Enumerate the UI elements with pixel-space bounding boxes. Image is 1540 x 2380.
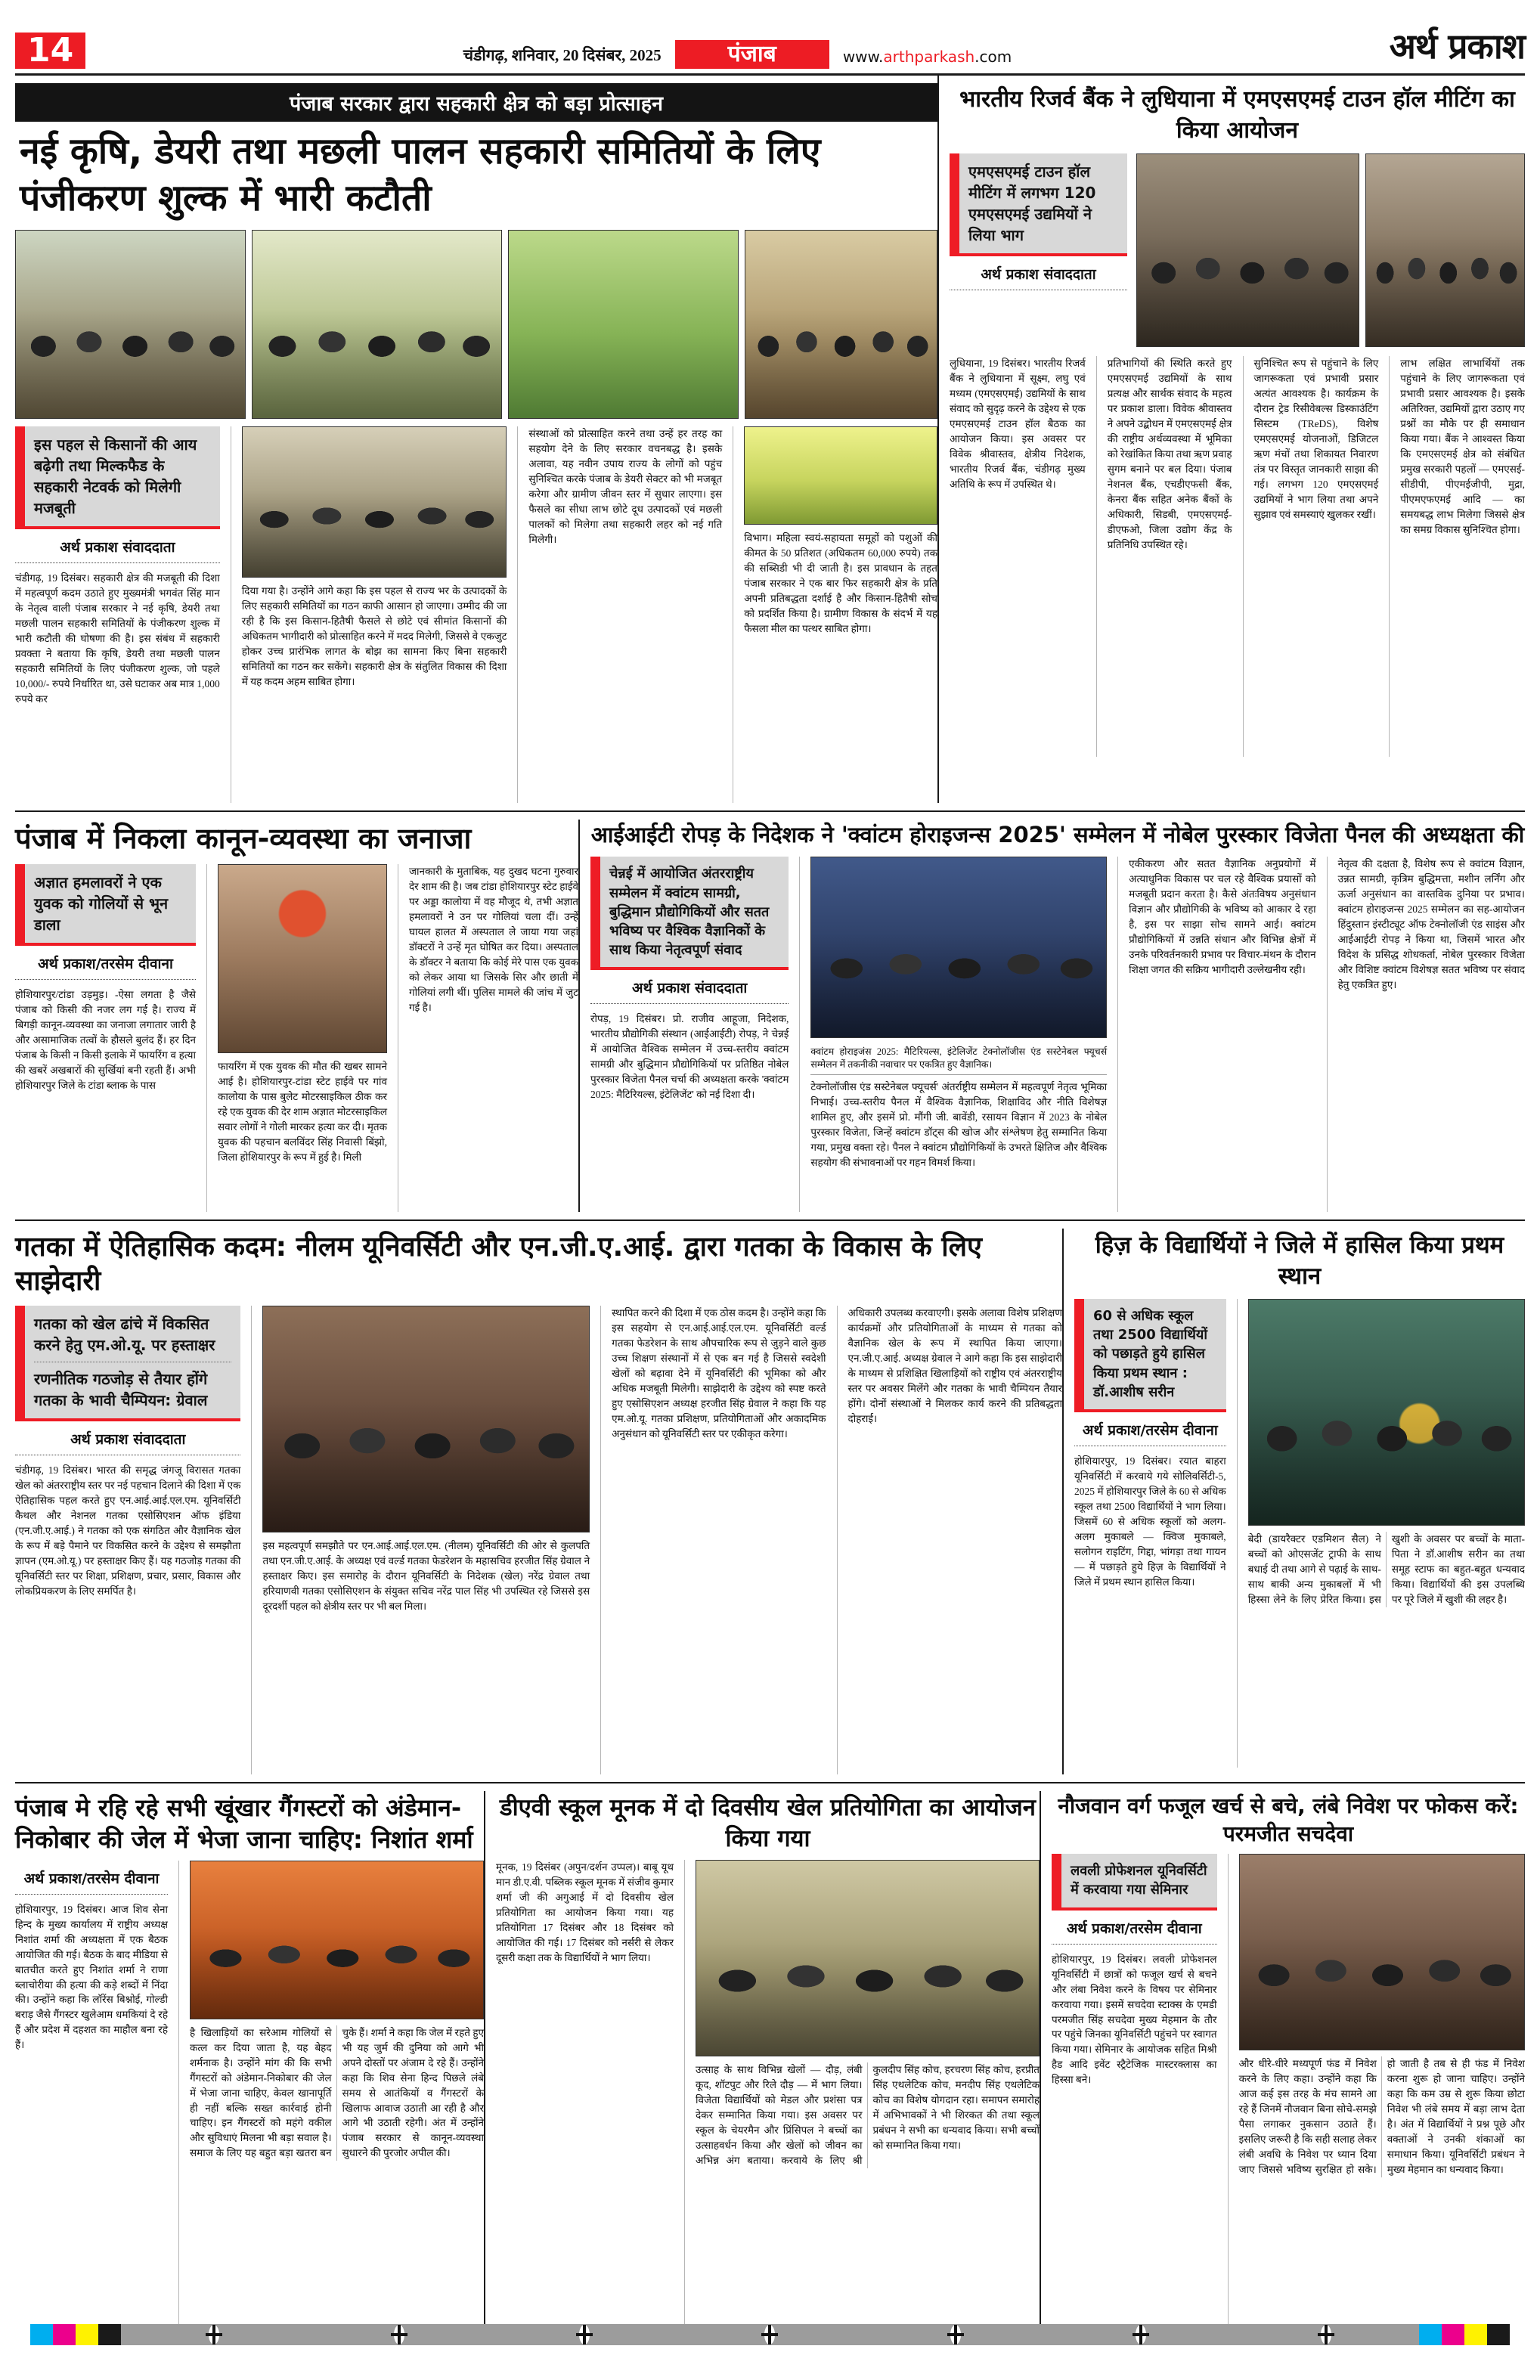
gangster-col1: होशियारपुर, 19 दिसंबर। आज शिव सेना हिन्द के मुख्य कार्यालय में राष्ट्रीय अध्यक्ष निशांत शर्मा की अध्यक्षता में एक बैठक आयोजित की गई। बैठक के बाद मीडिया से बातचीत करते हुए निशांत शर्मा ने राणा ब्लाचोरीया की हत्या की कड़े शब्दों में निंदा की। उन्होंने कहा कि लॉरेंस बिश्नोई, गोल्डी बराड़ जैसे गैंगस्टर खुलेआम धमकियां दे रहे हैं और प्रदेश में दहशत का माहौल बना रहे हैं।	[15, 1903, 168, 2051]
lpu-students-photo	[1239, 1854, 1525, 2050]
gatka-body	[15, 1306, 1062, 1774]
rbi-col3: सुनिश्चित रूप से पहुंचाने के लिए जागरूकता एवं प्रभावी प्रसार अत्यंत आवश्यक है। कार्यक्रम के दौरान ट्रेड रिसीवेबल्स डिस्काउंटिंग सिस्टम (TReDS), विशेष एमएसएमई योजनाओं, डिजिटल ऋण मंचों तथा शिकायत निवारण तंत्र पर विस्तृत जानकारी साझा की गई। लगभग 120 एमएसएमई उद्यमियों ने भाग लिया तथा अपने सुझाव एवं समस्याएं खुलकर रखीं।	[1253, 358, 1379, 520]
dairy-farm-photo	[15, 230, 246, 419]
quantum-col1: रोपड़, 19 दिसंबर। प्रो. राजीव आहूजा, निदेशक, भारतीय प्रौद्योगिकी संस्थान (आईआईटी) रोपड़, ने चेन्नई में आयोजित वैश्विक सम्मेलन में उच्च-स्तरीय क्वांटम सामग्री और बुद्धिमान प्रौद्योगिकियों पर प्रतिष्ठित नोबेल पुरस्कार विजेता पैनल चर्चा की अध्यक्षता करके 'क्वांटम 2025: मैटिरियल्स, इंटेलिजेंट' को नई दिशा दी।	[590, 1013, 789, 1101]
registration-mark	[394, 2325, 404, 2344]
section-name: पंजाब	[675, 40, 829, 69]
coop-photo-strip	[15, 230, 937, 419]
hij-col2: बेदी (डायरैक्टर एडमिशन सैल) ने बच्चों को ओएसजेंट ट्राफी के साथ बधाई दी तथा आगे से पढ़ाई के साथ-साथ बाकी अन्य मुकाबलों में भी हिस्सा लेने के लिए प्रेरित किया। इस खुशी के अवसर पर बच्चों के माता-पिता ने डॉ.आशीष सरीन का तथा समूह स्टाफ का बहुत-बहुत धन्यवाद किया। विद्यार्थियों की इस उपलब्धि पर पूरे जिले में खुशी की लहर है।	[1247, 1533, 1525, 1605]
rbi-byline: अर्थ प्रकाश संवाददाता	[950, 256, 1127, 290]
registration-mark	[950, 2325, 961, 2344]
coop-col2: दिया गया है। उन्होंने आगे कहा कि इस पहल से राज्य भर के उत्पादकों के लिए सहकारी समितियों का गठन काफी आसान हो जाएगा। उम्मीद की जा रही है कि इस किसान-हितैषी फैसले से छोटे एवं सीमांत किसानों की अधिकतम भागीदारी को प्रोत्साहित करने में मदद मिलेगी, जिससे वे एकजुट होकर उच्च प्रारंभिक लागत के बोझ का सामना किए बिना सहकारी समितियों का गठन कर सकेंगे। सहकारी क्षेत्र के संतुलित विकास की दिशा में यह कदम अहम साबित होगा।	[241, 584, 507, 687]
gatka-byline: अर्थ प्रकाश संवाददाता	[15, 1421, 240, 1455]
hij-body	[1074, 1299, 1525, 1768]
newspaper-logo: अर्थ प्रकाश	[1389, 26, 1526, 67]
coop-byline: अर्थ प्रकाश संवाददाता	[15, 529, 220, 563]
yellow-swatch	[76, 2324, 98, 2345]
yellow-swatch	[1464, 2324, 1487, 2345]
rbi-top	[950, 153, 1525, 347]
gatka-box-part2: रणनीतिक गठजोड़ से तैयार होंगे गतका के भावी चैम्पियन: ग्रेवाल	[34, 1362, 231, 1411]
rbi-body	[950, 356, 1525, 757]
magenta-swatch	[53, 2324, 76, 2345]
row-top	[15, 76, 1525, 803]
article-gangster	[15, 1791, 484, 2344]
rbi-col2: प्रतिभागियों की स्थिति करते हुए एमएसएमई उद्यमियों के साथ प्रत्यक्ष और सार्थक संवाद के महत्व पर प्रकाश डाला। विवेक श्रीवास्तव ने अपने उद्बोधन में एमएसएमई क्षेत्र की राष्ट्रीय अर्थव्यवस्था में भूमिका को रेखांकित किया तथा ऋण प्रवाह सुगम बनाने पर बल दिया। पंजाब नेशनल बैंक, एचडीएफसी बैंक, केनरा बैंक सहित अनेक बैंकों के अधिकारी, सिडबी, एमएसएमई-डीएफओ, जिला उद्योग केंद्र के प्रतिनिधि उपस्थित रहे।	[1107, 358, 1232, 550]
cyan-swatch	[30, 2324, 53, 2345]
victim-portrait-photo	[218, 864, 387, 1053]
coop-highlight-box: इस पहल से किसानों की आय बढ़ेगी तथा मिल्कफैड के सहकारी नेटवर्क को मिलेगी मजबूती	[15, 426, 220, 529]
lpu-col1: होशियारपुर, 19 दिसंबर। लवली प्रोफेशनल यूनिवर्सिटी में छात्रों को फजूल खर्च से बचने और लंबा निवेश करने के विषय पर सेमिनार करवाया गया। इसमें सचदेवा स्टाक्स के एमडी परमजीत सिंह सचदेवा मुख्य मेहमान के तौर पर पहुंचे जिनका यूनिवर्सिटी पहुंचने पर स्वागत किया गया। सेमिनार के आयोजक सहित मिश्री हैड आदि इवेंट स्ट्रैटेजिक मास्टरक्लास का हिस्सा बने।	[1052, 1953, 1217, 2086]
mou-signing-photo	[262, 1306, 590, 1532]
lpu-col23	[1239, 2056, 1525, 2177]
gangster-col2: है खिलाड़ियों का सरेआम गोलियों से कत्ल कर दिया जाता है, यह बेहद शर्मनाक है। उन्होंने मांग की कि सभी गैंगस्टरों को अंडेमान-निकोबार की जेल में भेजा जाना चाहिए, केवल खानापूर्ति ही नहीं बल्कि सख्त कार्रवाई होनी चाहिए। इन गैंगस्टरों को महंगे वकील और सुविधाएं मिलना भी बड़ा सवाल है। समाज के लिए यह बहुत बड़ा खतरा बन चुके हैं।	[190, 2026, 369, 2159]
article-lpu	[1040, 1791, 1525, 2344]
farmer-cart-photo	[745, 230, 937, 419]
gangster-headline: पंजाब मे रहि रहे सभी खूंखार गैंगस्टरों को अंडेमान-निकोबार की जेल में भेजा जाना चाहिए: निशांत शर्मा	[15, 1793, 473, 1855]
gangster-col23	[190, 2025, 484, 2162]
print-registration-strip	[30, 2324, 1510, 2345]
tractor-field-photo	[508, 230, 739, 419]
gatka-headline: गतका में ऐतिहासिक कदम: नीलम यूनिवर्सिटी और एन.जी.ए.आई. द्वारा गतका के विकास के लिए साझेदारी	[15, 1232, 982, 1297]
law-col1: होशियारपुर/टांडा उड़मुड़। -ऐसा लगता है जैसे पंजाब को किसी की नजर लग गई है। राज्य में बिगड़ी कानून-व्यवस्था का जनाजा लगातार जारी है और असामाजिक तत्वों के हौसले बुलंद हैं। हर दिन पंजाब के किसी न किसी इलाके में फायरिंग व हत्या की खबरें अखबारों की सुर्खियां बनी रहती हैं। अभी होशियारपुर जिले के टांडा ब्लाक के पास	[15, 989, 196, 1092]
rbi-col1: लुधियाना, 19 दिसंबर। भारतीय रिजर्व बैंक ने लुधियाना में सूक्ष्म, लघु एवं मध्यम (एमएसएमई) उद्यमियों के साथ संवाद को सुदृढ़ करने के उद्देश्य से एक एमएसएमई टाउन हॉल बैठक का आयोजन किया। इस अवसर पर विवेक श्रीवास्तव, क्षेत्रीय निदेशक, भारतीय रिजर्व बैंक, चंडीगढ़ मुख्य अतिथि के रूप में उपस्थित थे।	[950, 358, 1086, 490]
black-swatch	[1487, 2324, 1510, 2345]
coop-headline: नई कृषि, डेयरी तथा मछली पालन सहकारी समितियों के लिए पंजीकरण शुल्क में भारी कटौती	[20, 130, 821, 220]
townhall-group-photo	[1136, 153, 1359, 347]
lpu-col3: हो जाती है तब से ही फंड में निवेश करना शुरू हो जाना चाहिए। उन्होंने कहा कि कम उम्र से शुरू किया छोटा निवेश भी लंबे समय में बड़ा लाभ देता है। अंत में विद्यार्थियों ने प्रश्न पूछे और वक्ताओं ने उनकी शंकाओं का समाधान किया। यूनिवर्सिटी प्रबंधन ने मुख्य मेहमान का धन्यवाद किया।	[1387, 2058, 1525, 2176]
gatka-col4: अधिकारी उपलब्ध करवाएगी। इसके अलावा विशेष प्रशिक्षण कार्यक्रमों और प्रतियोगिताओं के माध्यम से गतका को वैज्ञानिक खेल के रूप में स्थापित किया जाएगा। एन.जी.ए.आई. अध्यक्ष ग्रेवाल ने आगे कहा कि इस साझेदारी के माध्यम से प्रशिक्षित खिलाड़ियों को राष्ट्रीय एवं अंतरराष्ट्रीय स्तर पर अवसर मिलेंगे और गतका के भावी चैम्पियन तैयार होंगे। दोनों संस्थाओं ने मिलकर कार्य करने की प्रतिबद्धता दोहराई।	[847, 1307, 1062, 1425]
row-4	[15, 1791, 1525, 2344]
coop-col1: चंडीगढ़, 19 दिसंबर। सहकारी क्षेत्र की मजबूती की दिशा में महत्वपूर्ण कदम उठाते हुए मुख्यमंत्री भगवंत सिंह मान के नेतृत्व वाली पंजाब सरकार ने नई कृषि, डेयरी तथा मछली पालन सहकारी समितियों के पंजीकरण शुल्क में भारी कटौती की घोषणा की है। इस संबंध में सहकारी प्रवक्ता ने बताया कि कृषि, डेयरी तथा मछली पालन सहकारी समितियों के लिए पंजीकरण शुल्क, जो पहले 10,000/- रुपये निर्धारित था, उसे घटाकर अब मात्र 1,000 रुपये कर	[15, 572, 220, 705]
article-law	[15, 820, 578, 1213]
row-2	[15, 820, 1525, 1213]
lpu-byline: अर्थ प्रकाश/तरसेम दीवाना	[1052, 1911, 1217, 1945]
rbi-highlight-box: एमएसएमई टाउन हॉल मीटिंग में लगभग 120 एमएसएमई उद्यमियों ने लिया भाग	[950, 153, 1127, 256]
law-byline: अर्थ प्रकाश/तरसेम दीवाना	[15, 946, 196, 980]
dav-col2: उत्साह के साथ विभिन्न खेलों — दौड़, लंबी कूद, शॉटपुट और रिले दौड़ — में भाग लिया। विजेता विद्यार्थियों को मेडल और प्रशंसा पत्र देकर सम्मानित किया गया। इस अवसर पर स्कूल के चेयरमैन और प्रिंसिपल ने बच्चों का उत्साहवर्धन किया और खेलों को जीवन का अभिन्न अंग बताया।	[696, 2064, 863, 2166]
dav-col1: मूनक, 19 दिसंबर (अपुन/दर्शन उप्पल)। बाबू यूथ मान डी.ए.वी. पब्लिक स्कूल मूनक में संजीव कुमार शर्मा जी की अगुआई में दो दिवसीय खेल प्रतियोगिता का आयोजन किया गया। यह प्रतियोगिता 17 दिसंबर और 18 दिसंबर को आयोजित की गई। 17 दिसंबर को नर्सरी से लेकर दूसरी कक्षा तक के विद्यार्थियों ने भाग लिया।	[496, 1861, 674, 1963]
hij-byline: अर्थ प्रकाश/तरसेम दीवाना	[1074, 1412, 1226, 1446]
law-col3: जानकारी के मुताबिक, यह दुखद घटना गुरुवार देर शाम की है। जब टांडा होशियारपुर स्टेट हाईवे पर अड्डा कालोया में वह मौजूद थे, तभी अज्ञात हमलावरों ने उन पर गोलियां चला दीं। उन्हें घायल हालत में अस्पताल ले जाया गया जहां डॉक्टरों ने उन्हें मृत घोषित कर दिया। अस्पताल के डॉक्टर ने बताया कि कोई मेरे पास एक युवक को लेकर आया था जिसके सिर और छाती में गोलियां लगी थीं। पुलिस मामले की जांच में जुट गई है।	[409, 866, 578, 1013]
dav-body	[496, 1860, 1040, 2344]
rbi-headline: भारतीय रिजर्व बैंक ने लुधियाना में एमएसएमई टाउन हॉल मीटिंग का किया आयोजन	[959, 86, 1515, 144]
page-number: 14	[15, 33, 85, 69]
quantum-col3: एकीकरण और सतत वैज्ञानिक अनुप्रयोगों में अत्याधुनिक विकास पर चल रहे वैश्विक प्रयासों को मजबूती प्रदान करता है। कैसे अंतःविषय अनुसंधान विज्ञान और प्रौद्योगिकी के भविष्य को आकार दे रहा है, इस पर साझा सोच सामने आई। क्वांटम प्रौद्योगिकियों में उन्नति संधान और विभिन्न क्षेत्रों में उनके परिवर्तनकारी प्रभाव पर विचार-मंथन के दौरान शिक्षा जगत की सक्रिय भागीदारी उल्लेखनीय रही।	[1129, 858, 1316, 976]
panel-photo-caption: क्वांटम होराइजंस 2025: मैटिरियल्स, इंटेलिजेंट टेक्नोलॉजीस एंड सस्टेनेबल फ्यूचर्स सम्मेलन में तकनीकी नवाचार पर एकत्रित हुए वैज्ञानिक।	[810, 1043, 1107, 1075]
article-gatka	[15, 1229, 1062, 1774]
black-swatch	[98, 2324, 121, 2345]
gatka-col3: स्थापित करने की दिशा में एक ठोस कदम है। उन्होंने कहा कि इस सहयोग से एन.आई.आई.एल.एम. यूनिवर्सिटी वर्ल्ड गतका फेडरेशन के साथ औपचारिक रूप से जुड़ने वाले कुछ उच्च शिक्षण संस्थानों में से एक बन गई है जिससे स्वदेशी खेलों को बढ़ावा देने में यूनिवर्सिटी की भूमिका को और अधिक मजबूती मिलेगी। साझेदारी के उद्देश्य को स्पष्ट करते हुए एसोसिएशन अध्यक्ष हरजीत सिंह ग्रेवाल ने कहा कि यह एम.ओ.यू. गतका प्रशिक्षण, प्रतियोगिताओं और अकादमिक अनुसंधान को यूनिवर्सिटी स्तर पर एकीकृत करेगा।	[612, 1307, 826, 1440]
lpu-headline: नौजवान वर्ग फजूल खर्च से बचे, लंबे निवेश पर फोकस करें: परमजीत सचदेवा	[1058, 1793, 1519, 1846]
hij-headline: हिज़ के विद्यार्थियों ने जिले में हासिल किया प्रथम स्थान	[1095, 1232, 1504, 1290]
rbi-col4: लाभ लक्षित लाभार्थियों तक पहुंचाने के लिए जागरूकता एवं प्रभावी प्रसार आवश्यक है। इसके अतिरिक्त, उद्यमियों द्वारा उठाए गए प्रश्नों का मौके पर ही समाधान किया गया। बैंक ने आश्वस्त किया कि एमएसएमई क्षेत्र को संबंधित प्रमुख सरकारी पहलों — एमएसई-सीडीपी, पीएमईजीपी, मुद्रा, पीएमएफएमई आदि — का समयबद्ध लाभ मिलेगा जिससे क्षेत्र का समग्र विकास सुनिश्चित होगा।	[1400, 358, 1525, 535]
url-suffix: .com	[975, 48, 1012, 66]
law-headline: पंजाब में निकला कानून-व्यवस्था का जनाजा	[15, 821, 472, 855]
coop-col4: विभाग। महिला स्वयं-सहायता समूहों को पशुओं की कीमत के 50 प्रतिशत (अधिकतम 60,000 रुपये) तक की सब्सिडी भी दी जाती है। इस प्रावधान के तहत पंजाब सरकार ने एक बार फिर सहकारी क्षेत्र के प्रति अपनी प्रतिबद्धता दर्शाई है और किसान-हितैषी सोच को प्रदर्शित किया है। ग्रामीण विकास के संदर्भ में यह फैसला मील का पत्थर साबित होगा।	[744, 531, 937, 634]
registration-mark	[579, 2325, 590, 2344]
gangster-byline: अर्थ प्रकाश/तरसेम दीवाना	[15, 1861, 168, 1895]
panel-stage-photo	[810, 857, 1107, 1038]
law-body	[15, 864, 578, 1212]
url-brand: arthparkash	[883, 48, 975, 66]
gangster-body	[15, 1861, 484, 2344]
dav-headline: डीएवी स्कूल मूनक में दो दिवसीय खेल प्रतियोगिता का आयोजन किया गया	[500, 1794, 1036, 1852]
lpu-col2: और धीरे-धीरे मध्यपूर्ण फंड में निवेश करने के लिए कहा। उन्होंने कहा कि आज कई इस तरह के मंच सामने आ रहे हैं जिनमें नौजवान बिना सोचे-समझे पैसा लगाकर नुकसान उठाते हैं। इसलिए जरूरी है कि सही सलाह लेकर लंबी अवधि के निवेश पर ध्यान दिया जाए जिससे भविष्य सुरक्षित हो सके।	[1238, 2058, 1377, 2176]
url-prefix: www.	[842, 48, 884, 66]
shiv-sena-meeting-photo	[190, 1861, 484, 2019]
hij-highlight-box: 60 से अधिक स्कूल तथा 2500 विद्यार्थियों को पछाड़ते हुये हासिल किया प्रथम स्थान : डॉ.आशीष सरीन	[1074, 1299, 1226, 1412]
gatka-col2: इस महत्वपूर्ण समझौते पर एन.आई.आई.एल.एम. (नीलम) यूनिवर्सिटी की ओर से कुलपति तथा एन.जी.ए.आई. के अध्यक्ष एवं वर्ल्ड गतका फेडरेशन के महासचिव हरजीत सिंह ग्रेवाल ने हस्ताक्षर किए। इस समारोह के दौरान यूनिवर्सिटी के निदेशक (खेल) नरेंद्र ग्रेवाल तथा हरियाणवी गतका एसोसिएशन के संयुक्त सचिव नरेंद्र पाल सिंह भी उपस्थित रहे जिससे इस दूरदर्शी पहल को क्षेत्रीय स्तर पर भी बल मिला।	[262, 1540, 590, 1613]
dav-col3: करवाये के लिए श्री कुलदीप सिंह कोच, हरचरण सिंह कोच, हरप्रीत सिंह एथलेटिक कोच, मनदीप सिंह एथलेटिक कोच का विशेष योगदान रहा। समापन समारोह में अभिभावकों ने भी शिरकत की तथा स्कूल प्रबंधन ने सभी का धन्यवाद किया। सभी बच्चों को सम्मानित किया गया।	[781, 2064, 1040, 2166]
quantum-col4: नेतृत्व की दक्षता है, विशेष रूप से क्वांटम विज्ञान, उन्नत सामग्री, कृत्रिम बुद्धिमत्ता, मशीन लर्निंग और ऊर्जा अनुसंधान का वास्तविक दुनिया पर प्रभाव। क्वांटम होराइजन्स 2025 सम्मेलन का सह-आयोजन हिंदुस्तान इंस्टीट्यूट ऑफ टेक्नोलॉजी एंड साइंस और आईआईटी रोपड़ ने किया था, जिसमें भारत और विदेश के प्रसिद्ध शोधकर्ता, नोबेल पुरस्कार विजेता और विशिष्ट क्वांटम विशेषज्ञ सतत भविष्य पर संवाद हेतु एकत्रित हुए।	[1337, 858, 1525, 991]
coop-col3: संस्थाओं को प्रोत्साहित करने तथा उन्हें हर तरह का सहयोग देने के लिए सरकार वचनबद्ध है। इसके अलावा, यह नवीन उपाय राज्य के लोगों को पहुंच सुनिश्चित करके पंजाब के डेयरी सेक्टर को भी मजबूत करेगा और ग्रामीण जीवन स्तर में सुधार लाएगा। इस फैसले का सीधा लाभ छोटे दूध उत्पादकों एवं मछली पालकों को मिलेगा तथा सहकारी लहर को नई गति मिलेगी।	[528, 427, 723, 545]
lpu-body	[1052, 1854, 1525, 2338]
townhall-hall-photo	[1365, 153, 1525, 347]
article-hij	[1062, 1229, 1525, 1774]
dateline: चंडीगढ़, शनिवार, 20 दिसंबर, 2025	[463, 46, 662, 64]
cow-mustard-photo	[744, 426, 937, 525]
cyan-swatch	[1419, 2324, 1442, 2345]
school-event-photo	[696, 1860, 1040, 2056]
quantum-body	[590, 857, 1525, 1212]
law-col2: फायरिंग में एक युवक की मौत की खबर सामने आई है। होशियारपुर-टांडा स्टेट हाईवे पर गांव कालोया के पास बुलेट मोटरसाइकिल ठीक कर रहे एक युवक की देर शाम अज्ञात मोटरसाइकिल सवार लोगों ने गोली मारकर हत्या कर दी। मृतक युवक की पहचान बलविंदर सिंह निवासी बिंझो, जिला होशियारपुर के रूप में हुई है। मिली	[218, 1061, 387, 1164]
gatka-highlight-box	[15, 1306, 240, 1421]
gatka-box-part1: गतका को खेल ढांचे में विकसित करने हेतु एम.ओ.यू. पर हस्ताक्षर	[34, 1315, 215, 1355]
coop-body	[15, 426, 937, 803]
quantum-highlight-box: चेन्नई में आयोजित अंतरराष्ट्रीय सम्मेलन में क्वांटम सामग्री, बुद्धिमान प्रौद्योगिकियों और सतत भविष्य पर वैश्विक वैज्ञानिकों के साथ किया नेतृत्वपूर्ण संवाद	[590, 857, 789, 970]
law-highlight-box: अज्ञात हमलावरों ने एक युवक को गोलियों से भून डाला	[15, 864, 196, 946]
row-3	[15, 1229, 1525, 1774]
article-dav	[484, 1791, 1040, 2344]
magenta-swatch	[1442, 2324, 1464, 2345]
registration-mark	[1321, 2325, 1331, 2344]
gangster-col3: शर्मा ने कहा कि जेल में रहते हुए भी यह जुर्म की दुनिया को आगे भी अपने दोस्तों पर अंजाम दे रहे हैं। उन्होंने कहा कि शिव सेना हिन्द पिछले लंबे समय से आतंकियों व गैंगस्टरों के खिलाफ आवाज उठाती आ रही है और आगे भी उठाती रहेगी। अंत में उन्होंने पंजाब सरकार से कानून-व्यवस्था सुधारने की पुरजोर अपील की।	[342, 2026, 484, 2159]
lpu-highlight-box: लवली प्रोफेशनल यूनिवर्सिटी में करवाया गया सेमिनार	[1052, 1854, 1217, 1910]
students-trophy-photo	[1248, 1299, 1525, 1526]
registration-mark	[209, 2325, 219, 2344]
kicker-bar: पंजाब सरकार द्वारा सहकारी क्षेत्र को बड़ा प्रोत्साहन	[15, 83, 937, 122]
registration-mark	[1136, 2325, 1146, 2344]
quantum-col2: टेक्नोलॉजीस एंड सस्टेनेबल फ्यूचर्स' अंतर्राष्ट्रीय सम्मेलन में महत्वपूर्ण नेतृत्व भूमिका निभाई। उच्च-स्तरीय पैनल में वैश्विक वैज्ञानिक, शिक्षाविद और नीति विशेषज्ञ शामिल हुए, और इसमें प्रो. मौंगी जी. बावेंडी, रसायन विज्ञान में 2023 के नोबेल पुरस्कार विजेता, जिन्हें क्वांटम डॉट्स की खोज और संश्लेषण हेतु सम्मानित किया गया, प्रमुख वक्ता रहे। पैनल ने क्वांटम प्रौद्योगिकियों के उभरते क्षितिज और वैश्विक सहयोग की संभावनाओं पर गहन विमर्श किया।	[810, 1081, 1108, 1169]
hij-col1: होशियारपुर, 19 दिसंबर। रयात बाहरा यूनिवर्सिटी में करवाये गये सोलिवर्सिटी-5, 2025 में होशियारपुर जिले के 60 से अधिक स्कूल तथा 2500 विद्यार्थियों ने भाग लिया। जिसमें 60 से अधिक स्कूलों को अलग-अलग मुकाबले — क्विज मुकाबले, सलोगन राइटिंग, गिद्दा, भांगड़ा तथा गायन — में पछाड़ते हुये हिज़ के विद्यार्थियों ने जिले में प्रथम स्थान हासिल किया।	[1074, 1455, 1226, 1588]
quantum-byline: अर्थ प्रकाश संवाददाता	[590, 970, 789, 1004]
article-coop	[15, 76, 937, 803]
registration-marks-bar	[121, 2324, 1419, 2345]
gatka-col1: चंडीगढ़, 19 दिसंबर। भारत की समृद्ध जंगजू विरासत गतका खेल को अंतरराष्ट्रीय स्तर पर नई पहचान दिलाने की दिशा में एक ऐतिहासिक पहल करते हुए एन.आई.आई.एल.एम. यूनिवर्सिटी कैथल और नेशनल गतका एसोसिएशन ऑफ इंडिया (एन.जी.ए.आई.) ने गतका को एक संगठित और वैज्ञानिक खेल के रूप में बड़े पैमाने पर विकसित करने के उद्देश्य से समझौता ज्ञापन (एम.ओ.यू.) पर हस्ताक्षर किए हैं। यह गठजोड़ गतका की यूनिवर्सिटी स्तर पर शिक्षा, प्रशिक्षण, प्रचार, प्रसार, विकास और लोकप्रियकरण के लिए समर्पित है।	[15, 1464, 241, 1598]
cow-cart-photo	[252, 230, 502, 419]
article-rbi	[937, 76, 1525, 803]
cows-barn-photo	[242, 426, 507, 578]
dav-col23	[696, 2062, 1040, 2168]
registration-mark	[764, 2325, 775, 2344]
quantum-headline: आईआईटी रोपड़ के निदेशक ने 'क्वांटम होराइजन्स 2025' सम्मेलन में नोबेल पुरस्कार विजेता पैनल की अध्यक्षता की	[590, 821, 1525, 848]
website-url	[843, 48, 1012, 69]
article-quantum	[578, 820, 1525, 1213]
masthead	[15, 21, 1525, 76]
